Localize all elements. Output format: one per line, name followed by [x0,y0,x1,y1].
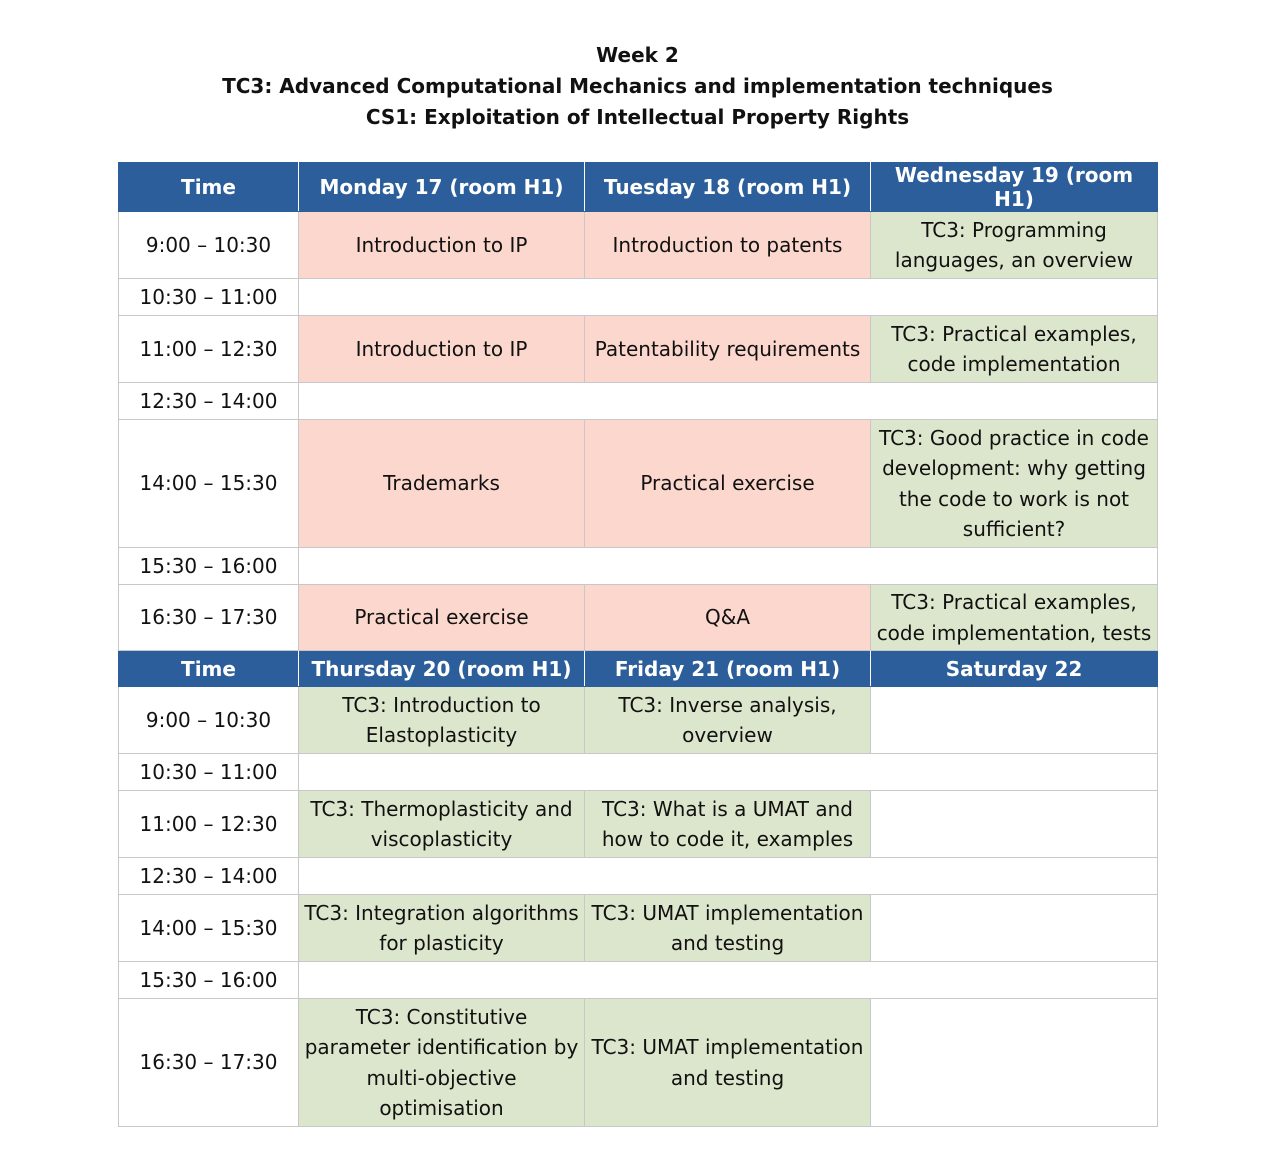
session-cell: Practical exercise [585,420,871,548]
empty-cell [871,791,1158,858]
session-cell: TC3: What is a UMAT and how to code it, examples [585,791,871,858]
empty-cell [871,999,1158,1127]
time-cell: 16:30 – 17:30 [119,585,299,651]
break-cell [299,279,1158,316]
table-row [119,212,1158,279]
empty-cell [871,895,1158,962]
header-saturday: Saturday 22 [871,651,1158,687]
session-cell: Trademarks [299,420,585,548]
session-cell: TC3: Good practice in code development: why getting the code to work is not sufficient? [871,420,1158,548]
empty-cell [871,687,1158,754]
session-cell: Introduction to IP [299,316,585,383]
header-row-week-part2 [119,651,1158,687]
session-cell: TC3: UMAT implementation and testing [585,895,871,962]
session-cell: TC3: Programming languages, an overview [871,212,1158,279]
time-cell: 9:00 – 10:30 [119,212,299,279]
session-cell: TC3: Introduction to Elastoplasticity [299,687,585,754]
time-cell: 10:30 – 11:00 [119,754,299,791]
table-row [119,895,1158,962]
session-cell: TC3: Practical examples, code implementation [871,316,1158,383]
session-cell: Patentability requirements [585,316,871,383]
session-cell: Introduction to IP [299,212,585,279]
table-row [119,999,1158,1127]
session-cell: TC3: Thermoplasticity and viscoplasticity [299,791,585,858]
time-cell: 15:30 – 16:00 [119,962,299,999]
table-row [119,585,1158,651]
time-cell: 11:00 – 12:30 [119,316,299,383]
session-cell: Practical exercise [299,585,585,651]
table-row [119,687,1158,754]
header-monday: Monday 17 (room H1) [299,163,585,212]
time-cell: 16:30 – 17:30 [119,999,299,1127]
session-cell: TC3: Integration algorithms for plasticity [299,895,585,962]
table-row-break [119,383,1158,420]
document-title [0,40,1275,133]
header-friday: Friday 21 (room H1) [585,651,871,687]
break-cell [299,962,1158,999]
session-cell: TC3: UMAT implementation and testing [585,999,871,1127]
header-time: Time [119,651,299,687]
table-row-break [119,279,1158,316]
session-cell: Q&A [585,585,871,651]
schedule-table [118,162,1158,1127]
time-cell: 12:30 – 14:00 [119,383,299,420]
break-cell [299,754,1158,791]
session-cell: TC3: Constitutive parameter identification by multi-objective optimisation [299,999,585,1127]
session-cell: TC3: Inverse analysis, overview [585,687,871,754]
time-cell: 14:00 – 15:30 [119,895,299,962]
time-cell: 14:00 – 15:30 [119,420,299,548]
title-course-tc3: TC3: Advanced Computational Mechanics and implementation techniques [222,74,1053,98]
title-week: Week 2 [596,43,679,67]
break-cell [299,548,1158,585]
header-row-week-part1 [119,163,1158,212]
time-cell: 12:30 – 14:00 [119,858,299,895]
header-time: Time [119,163,299,212]
table-row-break [119,754,1158,791]
title-course-cs1: CS1: Exploitation of Intellectual Property Rights [365,105,910,129]
break-cell [299,383,1158,420]
table-row [119,420,1158,548]
header-thursday: Thursday 20 (room H1) [299,651,585,687]
session-cell: TC3: Practical examples, code implementation, tests [871,585,1158,651]
session-cell: Introduction to patents [585,212,871,279]
time-cell: 10:30 – 11:00 [119,279,299,316]
header-tuesday: Tuesday 18 (room H1) [585,163,871,212]
table-row-break [119,858,1158,895]
table-row-break [119,548,1158,585]
time-cell: 11:00 – 12:30 [119,791,299,858]
header-wednesday: Wednesday 19 (room H1) [871,163,1158,212]
table-row [119,316,1158,383]
table-row [119,791,1158,858]
break-cell [299,858,1158,895]
time-cell: 15:30 – 16:00 [119,548,299,585]
time-cell: 9:00 – 10:30 [119,687,299,754]
table-row-break [119,962,1158,999]
